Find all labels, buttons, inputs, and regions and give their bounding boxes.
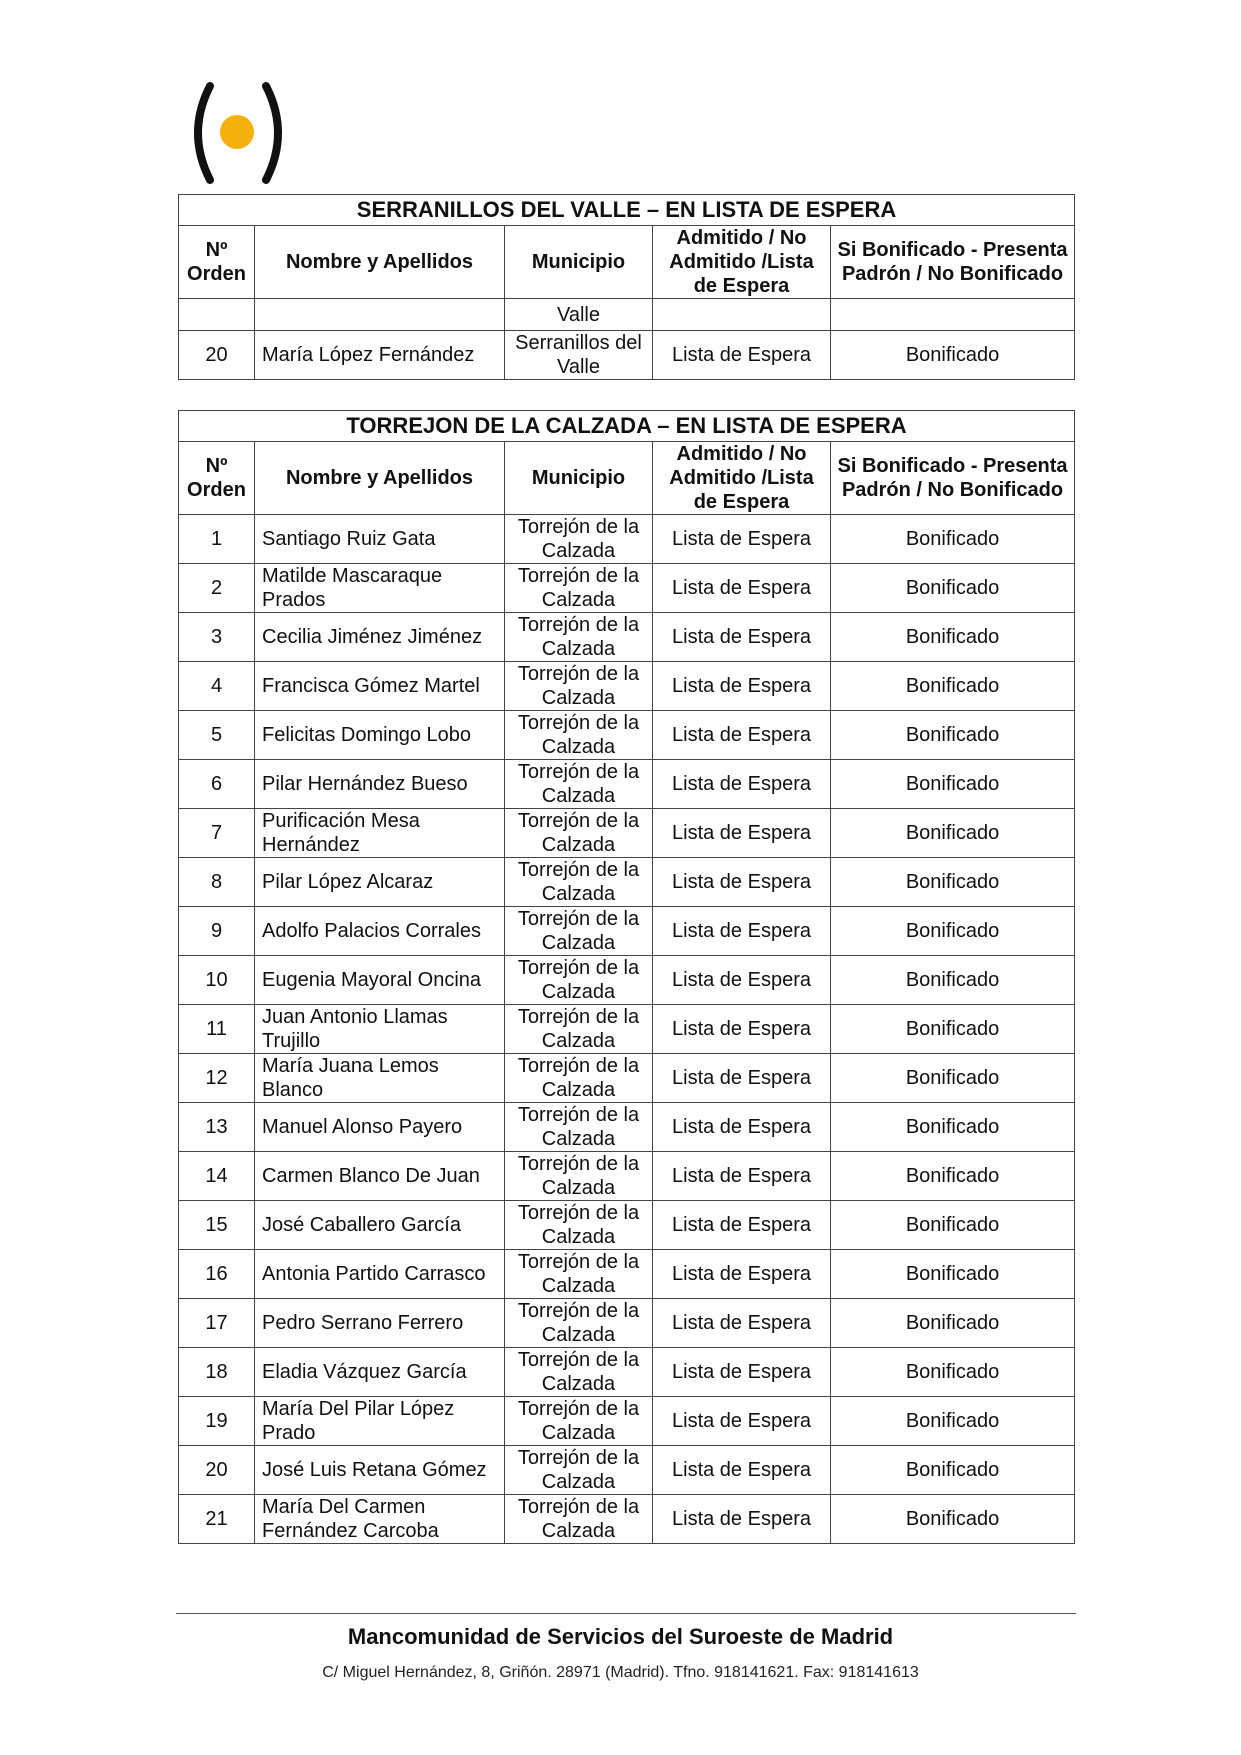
cell-estado: Lista de Espera <box>653 858 831 907</box>
cell-estado: Lista de Espera <box>653 331 831 380</box>
cell-nombre: José Caballero García <box>255 1201 505 1250</box>
cell-orden: 20 <box>179 331 255 380</box>
cell-bonificado: Bonificado <box>831 858 1075 907</box>
cell-estado: Lista de Espera <box>653 613 831 662</box>
col-header-nombre: Nombre y Apellidos <box>255 442 505 515</box>
cell-municipio: Torrejón de la Calzada <box>505 760 653 809</box>
col-header-bonificado: Si Bonificado - Presenta Padrón / No Bonificado <box>831 442 1075 515</box>
cell-nombre: José Luis Retana Gómez <box>255 1446 505 1495</box>
cell-municipio: Torrejón de la Calzada <box>505 956 653 1005</box>
cell-nombre: Santiago Ruiz Gata <box>255 515 505 564</box>
cell-bonificado: Bonificado <box>831 1348 1075 1397</box>
cell-nombre: Pedro Serrano Ferrero <box>255 1299 505 1348</box>
cell-estado: Lista de Espera <box>653 1103 831 1152</box>
table-row <box>179 1495 1075 1544</box>
cell-municipio: Torrejón de la Calzada <box>505 858 653 907</box>
cell-estado: Lista de Espera <box>653 1054 831 1103</box>
table-row <box>179 760 1075 809</box>
cell-estado: Lista de Espera <box>653 760 831 809</box>
cell-bonificado: Bonificado <box>831 1446 1075 1495</box>
cell-orden: 3 <box>179 613 255 662</box>
mancomunidad-logo <box>188 82 288 184</box>
col-header-municipio: Municipio <box>505 226 653 299</box>
cell-estado: Lista de Espera <box>653 1152 831 1201</box>
cell-nombre: María Juana Lemos Blanco <box>255 1054 505 1103</box>
cell-nombre: Purificación Mesa Hernández <box>255 809 505 858</box>
cell-nombre: Felicitas Domingo Lobo <box>255 711 505 760</box>
cell-municipio: Torrejón de la Calzada <box>505 564 653 613</box>
table-row <box>179 907 1075 956</box>
table-row <box>179 956 1075 1005</box>
footer-title: Mancomunidad de Servicios del Suroeste de Madrid <box>347 1624 894 1649</box>
cell-nombre: María López Fernández <box>255 331 505 380</box>
table-row <box>179 1250 1075 1299</box>
cell-estado: Lista de Espera <box>653 1495 831 1544</box>
cell-nombre: Antonia Partido Carrasco <box>255 1250 505 1299</box>
cell-estado: Lista de Espera <box>653 1446 831 1495</box>
col-header-municipio: Municipio <box>505 442 653 515</box>
cell-municipio: Torrejón de la Calzada <box>505 809 653 858</box>
cell-municipio: Serranillos del Valle <box>505 331 653 380</box>
table-row <box>179 1103 1075 1152</box>
cell-bonificado: Bonificado <box>831 1250 1075 1299</box>
cell-estado: Lista de Espera <box>653 711 831 760</box>
col-header-orden: Nº Orden <box>179 226 255 299</box>
cell-estado: Lista de Espera <box>653 1397 831 1446</box>
table-row <box>179 711 1075 760</box>
table-row <box>179 1446 1075 1495</box>
cell-municipio: Torrejón de la Calzada <box>505 1348 653 1397</box>
cell-bonificado: Bonificado <box>831 613 1075 662</box>
cell-estado: Lista de Espera <box>653 1250 831 1299</box>
cell-bonificado: Bonificado <box>831 1397 1075 1446</box>
cell-bonificado: Bonificado <box>831 956 1075 1005</box>
cell-municipio: Torrejón de la Calzada <box>505 515 653 564</box>
cell-nombre: Carmen Blanco De Juan <box>255 1152 505 1201</box>
cell-municipio: Torrejón de la Calzada <box>505 1495 653 1544</box>
table-row <box>179 1054 1075 1103</box>
cell-nombre: Juan Antonio Llamas Trujillo <box>255 1005 505 1054</box>
footer-address: C/ Miguel Hernández, 8, Griñón. 28971 (Madrid). Tfno. 918141621. Fax: 918141613 <box>322 1664 919 1681</box>
table-row <box>179 613 1075 662</box>
cell-estado: Lista de Espera <box>653 809 831 858</box>
cell-orden: 13 <box>179 1103 255 1152</box>
cell-bonificado: Bonificado <box>831 331 1075 380</box>
cell-nombre: Pilar Hernández Bueso <box>255 760 505 809</box>
cell-bonificado: Bonificado <box>831 1152 1075 1201</box>
cell-orden: 9 <box>179 907 255 956</box>
cell-bonificado: Bonificado <box>831 1103 1075 1152</box>
cell-estado: Lista de Espera <box>653 564 831 613</box>
cell-municipio: Torrejón de la Calzada <box>505 1201 653 1250</box>
col-header-nombre: Nombre y Apellidos <box>255 226 505 299</box>
table-row <box>179 1397 1075 1446</box>
cell-bonificado: Bonificado <box>831 1054 1075 1103</box>
cell-municipio: Torrejón de la Calzada <box>505 1250 653 1299</box>
cell-orden: 14 <box>179 1152 255 1201</box>
cell-nombre <box>255 299 505 331</box>
table-row <box>179 299 1075 331</box>
table-row <box>179 1348 1075 1397</box>
cell-nombre: Adolfo Palacios Corrales <box>255 907 505 956</box>
cell-bonificado: Bonificado <box>831 809 1075 858</box>
cell-bonificado <box>831 299 1075 331</box>
cell-orden: 1 <box>179 515 255 564</box>
cell-orden: 12 <box>179 1054 255 1103</box>
cell-municipio: Torrejón de la Calzada <box>505 1397 653 1446</box>
cell-orden: 19 <box>179 1397 255 1446</box>
cell-orden: 21 <box>179 1495 255 1544</box>
table-row <box>179 331 1075 380</box>
cell-nombre: Matilde Mascaraque Prados <box>255 564 505 613</box>
cell-estado: Lista de Espera <box>653 1299 831 1348</box>
table-row <box>179 564 1075 613</box>
col-header-bonificado: Si Bonificado - Presenta Padrón / No Bonificado <box>831 226 1075 299</box>
cell-bonificado: Bonificado <box>831 760 1075 809</box>
cell-nombre: Manuel Alonso Payero <box>255 1103 505 1152</box>
table-row <box>179 1005 1075 1054</box>
cell-bonificado: Bonificado <box>831 662 1075 711</box>
cell-nombre: María Del Pilar López Prado <box>255 1397 505 1446</box>
cell-orden: 10 <box>179 956 255 1005</box>
cell-bonificado: Bonificado <box>831 564 1075 613</box>
cell-orden: 4 <box>179 662 255 711</box>
cell-orden: 15 <box>179 1201 255 1250</box>
cell-municipio: Torrejón de la Calzada <box>505 662 653 711</box>
cell-bonificado: Bonificado <box>831 515 1075 564</box>
cell-municipio: Torrejón de la Calzada <box>505 1103 653 1152</box>
torrejon-table <box>178 410 1075 1544</box>
col-header-estado: Admitido / No Admitido /Lista de Espera <box>653 442 831 515</box>
cell-estado: Lista de Espera <box>653 1005 831 1054</box>
cell-bonificado: Bonificado <box>831 1495 1075 1544</box>
cell-estado <box>653 299 831 331</box>
table-row <box>179 858 1075 907</box>
table-title: TORREJON DE LA CALZADA – EN LISTA DE ESPERA <box>179 411 1075 442</box>
cell-estado: Lista de Espera <box>653 956 831 1005</box>
cell-municipio: Torrejón de la Calzada <box>505 1054 653 1103</box>
cell-bonificado: Bonificado <box>831 907 1075 956</box>
col-header-orden: Nº Orden <box>179 442 255 515</box>
cell-bonificado: Bonificado <box>831 1299 1075 1348</box>
cell-nombre: María Del Carmen Fernández Carcoba <box>255 1495 505 1544</box>
cell-nombre: Francisca Gómez Martel <box>255 662 505 711</box>
cell-orden: 7 <box>179 809 255 858</box>
cell-estado: Lista de Espera <box>653 1201 831 1250</box>
table-row <box>179 1299 1075 1348</box>
cell-orden: 2 <box>179 564 255 613</box>
cell-orden <box>179 299 255 331</box>
cell-municipio: Valle <box>505 299 653 331</box>
cell-bonificado: Bonificado <box>831 711 1075 760</box>
cell-orden: 8 <box>179 858 255 907</box>
cell-orden: 5 <box>179 711 255 760</box>
cell-nombre: Eladia Vázquez García <box>255 1348 505 1397</box>
serranillos-table <box>178 194 1075 380</box>
cell-orden: 6 <box>179 760 255 809</box>
cell-orden: 11 <box>179 1005 255 1054</box>
cell-orden: 20 <box>179 1446 255 1495</box>
cell-municipio: Torrejón de la Calzada <box>505 613 653 662</box>
cell-municipio: Torrejón de la Calzada <box>505 1299 653 1348</box>
table-row <box>179 1201 1075 1250</box>
table-title: SERRANILLOS DEL VALLE – EN LISTA DE ESPERA <box>179 195 1075 226</box>
cell-municipio: Torrejón de la Calzada <box>505 1152 653 1201</box>
cell-nombre: Eugenia Mayoral Oncina <box>255 956 505 1005</box>
cell-orden: 18 <box>179 1348 255 1397</box>
cell-municipio: Torrejón de la Calzada <box>505 711 653 760</box>
cell-municipio: Torrejón de la Calzada <box>505 907 653 956</box>
cell-estado: Lista de Espera <box>653 515 831 564</box>
table-row <box>179 809 1075 858</box>
cell-estado: Lista de Espera <box>653 907 831 956</box>
cell-nombre: Cecilia Jiménez Jiménez <box>255 613 505 662</box>
cell-bonificado: Bonificado <box>831 1005 1075 1054</box>
cell-nombre: Pilar López Alcaraz <box>255 858 505 907</box>
cell-orden: 17 <box>179 1299 255 1348</box>
table-row <box>179 515 1075 564</box>
col-header-estado: Admitido / No Admitido /Lista de Espera <box>653 226 831 299</box>
cell-bonificado: Bonificado <box>831 1201 1075 1250</box>
cell-municipio: Torrejón de la Calzada <box>505 1446 653 1495</box>
table-row <box>179 662 1075 711</box>
footer-divider <box>176 1613 1076 1614</box>
cell-orden: 16 <box>179 1250 255 1299</box>
table-row <box>179 1152 1075 1201</box>
cell-estado: Lista de Espera <box>653 662 831 711</box>
cell-estado: Lista de Espera <box>653 1348 831 1397</box>
cell-municipio: Torrejón de la Calzada <box>505 1005 653 1054</box>
